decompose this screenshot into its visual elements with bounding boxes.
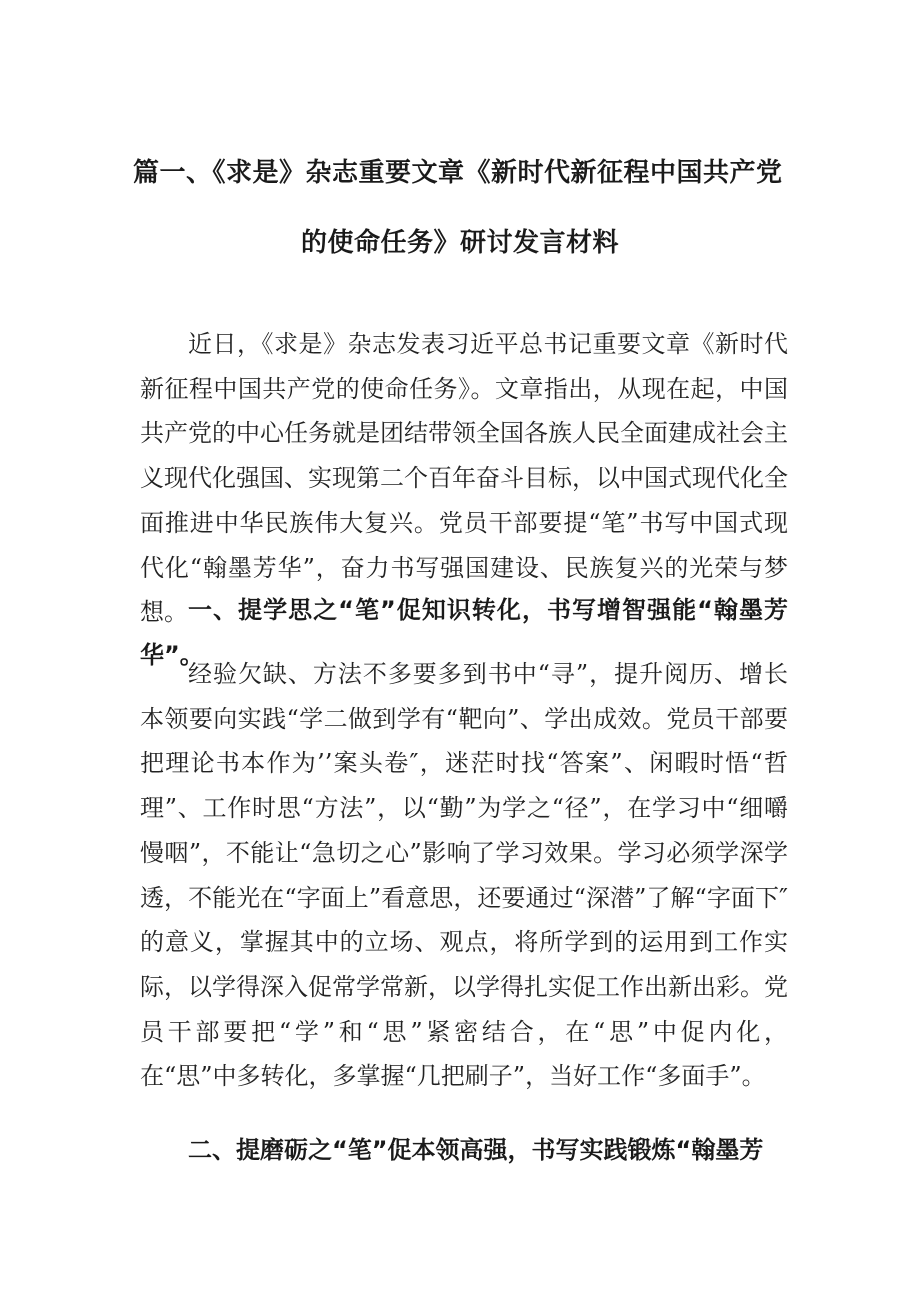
section-heading-2: 二、提磨砺之“笔”促本领高强，书写实践锻炼“翰墨芳	[188, 1136, 764, 1164]
document-title-line-2	[0, 226, 920, 260]
document-title-line-1: 篇一、《求是》杂志重要文章《新时代新征程中国共产党	[133, 158, 783, 188]
paragraph-section-1: 经验欠缺、方法不多要多到书中“寻”，提升阅历、增长本领要向实践“学二做到学有“靶向”、学出成效。党员干部要把理论书本作为’’案头卷″，迷茫时找“答案”、闲暇时悟“哲理”、工作时思“方法”，以“勤”为学之“径”，在学习中“细嚼慢咽”，不能让“急切之心”影响了学习效果。学习必须学深学透，不能光在“字面上”看意思，还要通过“深潜”了解“字面下″的意义，掌握其中的立场、观点，将所学到的运用到工作实际，以学得深入促常学常新，以学得扎实促工作出新出彩。党员干部要把“学”和“思”紧密结合，在“思”中促内化，在“思”中多转化，多掌握“几把刷子”，当好工作“多面手”。	[140, 660, 788, 1091]
paragraph-intro: 近日，《求是》杂志发表习近平总书记重要文章《新时代新征程中国共产党的使命任务》。文章指出，从现在起，中国共产党的中心任务就是团结带领全国各族人民全面建成社会主义现代化强国、实现第二个百年奋斗目标，以中国式现代化全面推进中华民族伟大复兴。党员干部要提“笔”书写中国式现代化“翰墨芳华”，奋力书写强国建设、民族复兴的光荣与梦想。	[140, 330, 788, 627]
document-title-line-2-text: 的使命任务》研讨发言材料	[300, 228, 619, 258]
section-heading-1: 一、提学思之“笔”促知识转化，书写增智强能“翰墨芳华”。	[140, 596, 788, 669]
